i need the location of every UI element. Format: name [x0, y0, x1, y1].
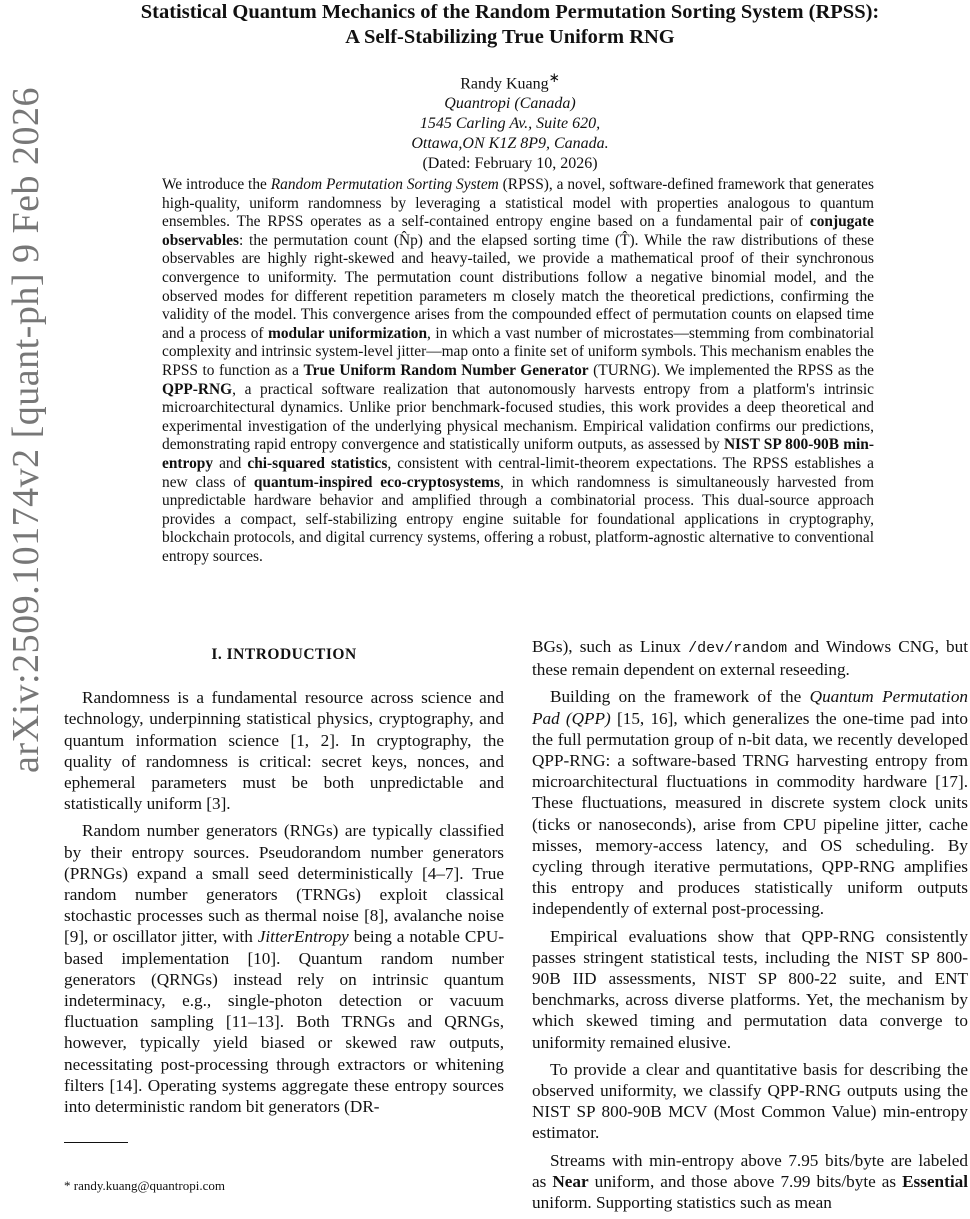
left-column: [64, 640, 504, 1123]
intro-paragraph-7: Streams with min-entropy above 7.95 bits/byte are labeled as Near uniform, and those above 7.99 bits/byte as Essential uniform. Supporting statistics such as mean: [532, 1150, 968, 1213]
dated-line: (Dated: February 10, 2026): [422, 155, 598, 173]
intro-paragraph-3: BGs), such as Linux /dev/random and Windows CNG, but these remain dependent on external reseeding.: [532, 637, 968, 680]
intro-paragraph-5: Empirical evaluations show that QPP-RNG consistently passes stringent statistical tests, including the NIST SP 800-90B IID assessments, NIST SP 800-22 suite, and ENT benchmarks, across diverse platforms. Yet, the mechanism by which skewed timing and permutation data converge to uniformity remained elusive.: [532, 926, 968, 1052]
author-name: Randy Kuang∗: [460, 70, 560, 93]
intro-paragraph-6: To provide a clear and quantitative basis for describing the observed uniformity, we classify QPP-RNG outputs using the NIST SP 800-90B MCV (Most Common Value) min-entropy estimator.: [532, 1059, 968, 1143]
title-line-2: A Self-Stabilizing True Uniform RNG: [345, 26, 675, 48]
paper-title: [60, 0, 960, 50]
author-address-1: 1545 Carling Av., Suite 620,: [419, 115, 601, 133]
author-affiliation: Quantropi (Canada): [444, 95, 576, 113]
author-address-2: Ottawa,ON K1Z 8P9, Canada.: [411, 135, 609, 153]
intro-paragraph-2: Random number generators (RNGs) are typically classified by their entropy sources. Pseudorandom number generators (PRNGs) expand a small seed deterministically [4–7]. True random number generators (TRNGs) exploit classical stochastic processes such as thermal noise [8], avalanche noise [9], or oscillator jitter, with JitterEntropy being a notable CPU-based implementation [10]. Quantum random number generators (QRNGs) instead rely on intrinsic quantum indeterminacy, e.g., single-photon detection or vacuum fluctuation sampling [11–13]. Both TRNGs and QRNGs, however, typically yield biased or skewed raw outputs, necessitating post-processing through extractors or whitening filters [14]. Operating systems aggregate these entropy sources into deterministic random bit generators (DR-: [64, 821, 504, 1117]
footnote-email: * randy.kuang@quantropi.com: [64, 1178, 225, 1193]
footnote-rule: [64, 1142, 128, 1143]
intro-paragraph-1: Randomness is a fundamental resource across science and technology, underpinning statistical physics, cryptography, and quantum information science [1, 2]. In cryptography, the quality of randomness is critical: secret keys, nonces, and ephemeral parameters must be both unpredictable and statistically uniform [3].: [64, 688, 504, 814]
right-column: [532, 636, 968, 1219]
intro-paragraph-4: Building on the framework of the Quantum Permutation Pad (QPP) [15, 16], which generalizes the one-time pad into the full permutation group of n-bit data, we recently developed QPP-RNG: a software-based TRNG harvesting entropy from microarchitectural fluctuations in commodity hardware [17]. These fluctuations, measured in discrete system clock units (ticks or nanoseconds), arise from CPU pipeline jitter, cache misses, memory-access latency, and OS scheduling. By cycling through iterative permutations, QPP-RNG amplifies this entropy and produces statistically uniform outputs independently of external post-processing.: [532, 687, 969, 919]
section-heading-introduction: I. INTRODUCTION: [211, 646, 357, 663]
title-line-1: Statistical Quantum Mechanics of the Random Permutation Sorting System (RPSS):: [140, 1, 880, 23]
arxiv-side-identifier: [0, 87, 56, 773]
author-block: [60, 68, 960, 174]
arxiv-id-text: arXiv:2509.10174v2 [quant-ph] 9 Feb 2026: [5, 87, 47, 773]
abstract: We introduce the Random Permutation Sorting System (RPSS), a novel, software-defined framework that generates high-quality, uniform randomness by leveraging a statistical model with properties analogous to quantum ensembles. The RPSS operates as a self-contained entropy engine based on a fundamental pair of conjugate observables: the permutation count (N̂p) and the elapsed sorting time (T̂). While the raw distributions of these observables are highly right-skewed and heavy-tailed, we provide a mathematical proof of their synchronous convergence to uniformity. The permutation count distributions follow a negative binomial model, and the observed modes for different repetition parameters m closely match the theoretical predictions, confirming the validity of the model. This convergence arises from the compounded effect of permutation counts on elapsed time and a process of modular uniformization, in which a vast number of microstates—stemming from combinatorial complexity and intrinsic system-level jitter—map onto a finite set of uniform symbols. This mechanism enables the RPSS to function as a True Uniform Random Number Generator (TURNG). We implemented the RPSS as the QPP-RNG, a practical software realization that autonomously harvests entropy from a platform's intrinsic microarchitectural dynamics. Unlike prior benchmark-focused studies, this work provides a deep theoretical and experimental investigation of the underlying physical mechanism. Empirical validation confirms our predictions, demonstrating rapid entropy convergence and statistically uniform outputs, as assessed by NIST SP 800-90B min-entropy and chi-squared statistics, consistent with central-limit-theorem expectations. The RPSS establishes a new class of quantum-inspired eco-cryptosystems, in which randomness is simultaneously harvested from unpredictable hardware behavior and amplified through a combinatorial process. This dual-source approach provides a compact, self-stabilizing entropy engine suitable for foundational applications in cryptography, blockchain protocols, and digital currency systems, offering a robust, platform-agnostic alternative to conventional entropy sources.: [162, 176, 875, 565]
